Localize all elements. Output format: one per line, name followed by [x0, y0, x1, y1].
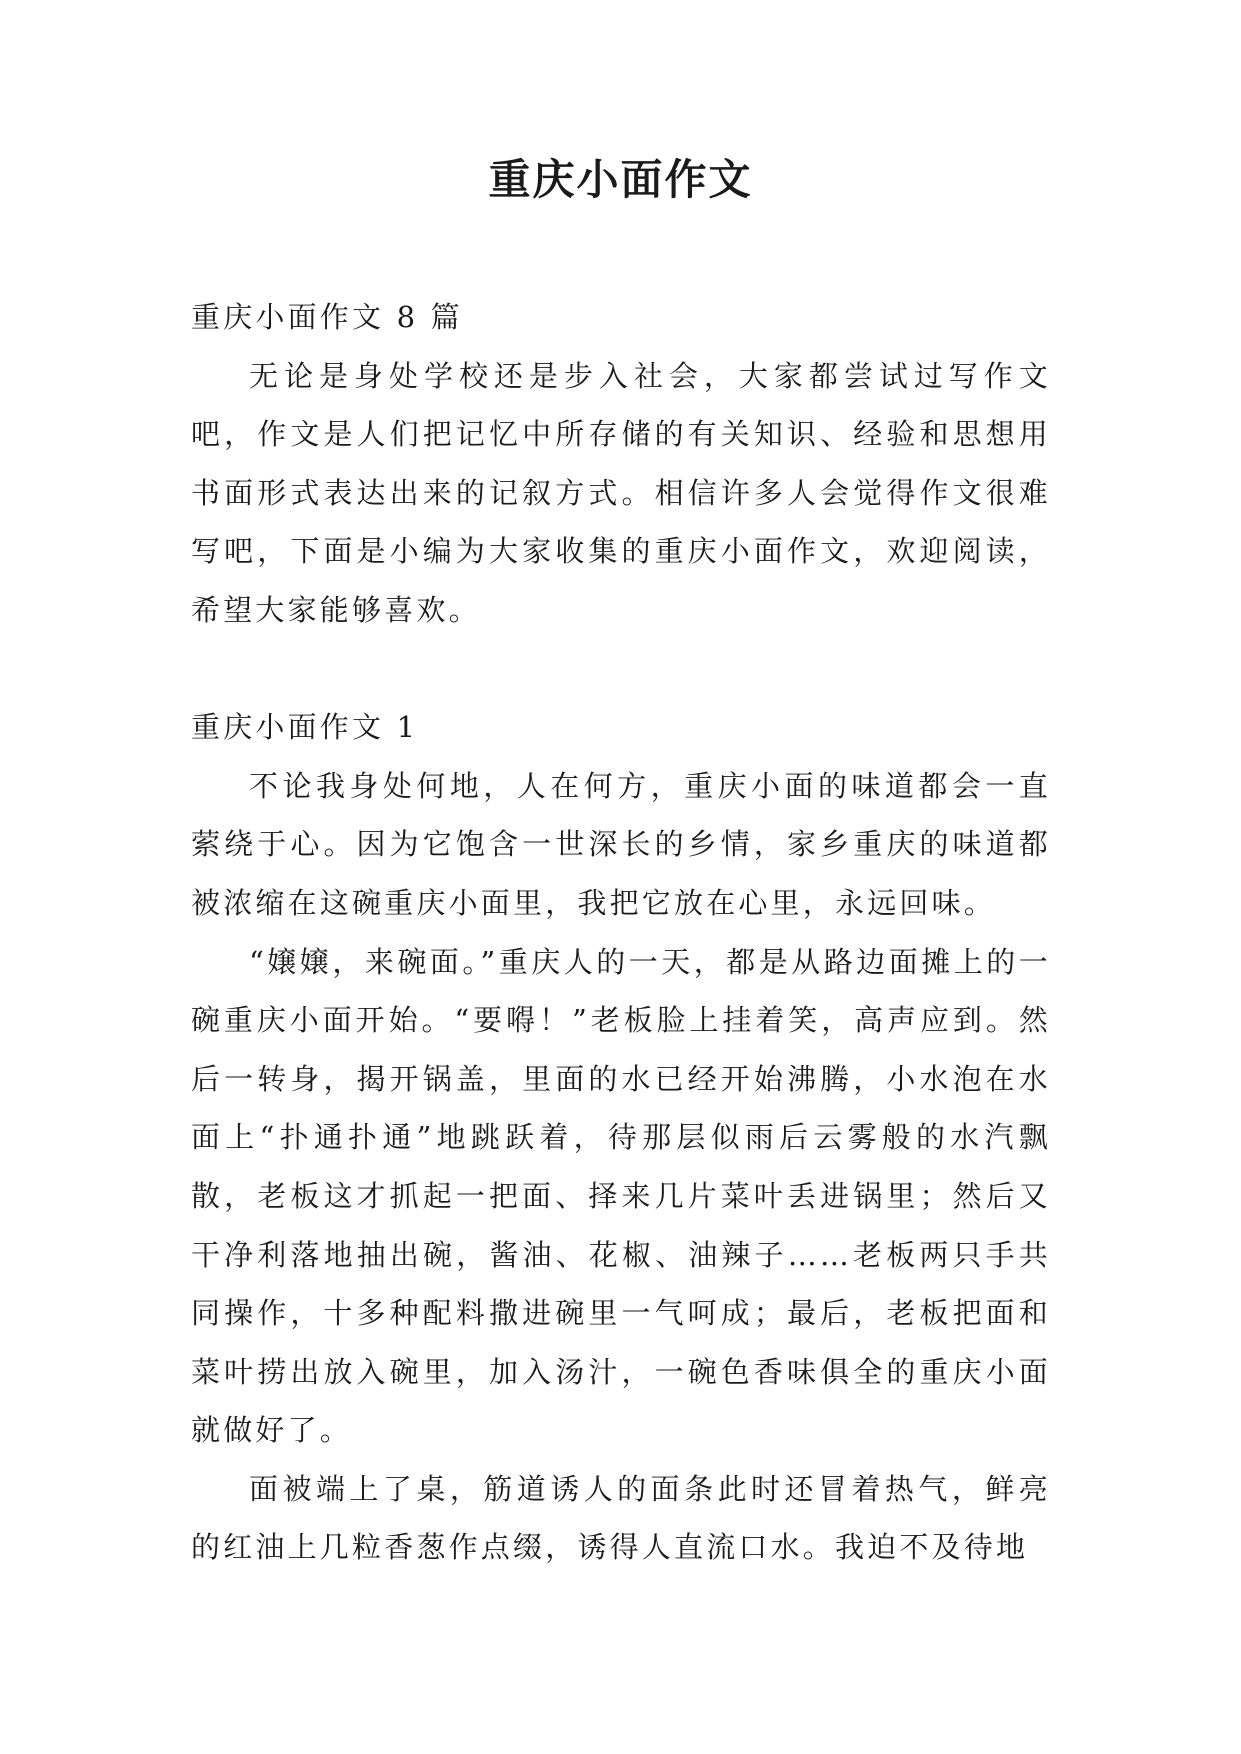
section-1-paragraph-1: 不论我身处何地，人在何方，重庆小面的味道都会一直萦绕于心。因为它饱含一世深长的乡情，家乡重庆的味道都被浓缩在这碗重庆小面里，我把它放在心里，永远回味。	[191, 768, 1051, 920]
intro-paragraph: 无论是身处学校还是步入社会，大家都尝试过写作文吧，作文是人们把记忆中所存储的有关知识、经验和思想用书面形式表达出来的记叙方式。相信许多人会觉得作文很难写吧，下面是小编为大家收集的重庆小面作文，欢迎阅读，希望大家能够喜欢。	[191, 358, 1051, 627]
section-spacer	[191, 640, 1051, 699]
section-1-paragraph-2: “嬢嬢，来碗面。”重庆人的一天，都是从路边面摊上的一碗重庆小面开始。“要嘚！”老板脸上挂着笑，高声应到。然后一转身，揭开锅盖，里面的水已经开始沸腾，小水泡在水面上“扑通扑通”地跳跃着，待那层似雨后云雾般的水汽飘散，老板这才抓起一把面、择来几片菜叶丢进锅里；然后又干净利落地抽出碗，酱油、花椒、油辣子……老板两只手共同操作，十多种配料撒进碗里一气呵成；最后，老板把面和菜叶捞出放入碗里，加入汤汁，一碗色香味俱全的重庆小面就做好了。	[191, 944, 1051, 1448]
section-1-paragraph-3: 面被端上了桌，筋道诱人的面条此时还冒着热气，鲜亮的红油上几粒香葱作点缀，诱得人直流口水。我迫不及待地	[191, 1471, 1051, 1565]
intro-heading: 重庆小面作文 8 篇	[191, 300, 463, 334]
document-body	[191, 288, 1051, 1577]
section-1-heading: 重庆小面作文 1	[191, 710, 419, 745]
document-title: 重庆小面作文	[488, 155, 753, 204]
